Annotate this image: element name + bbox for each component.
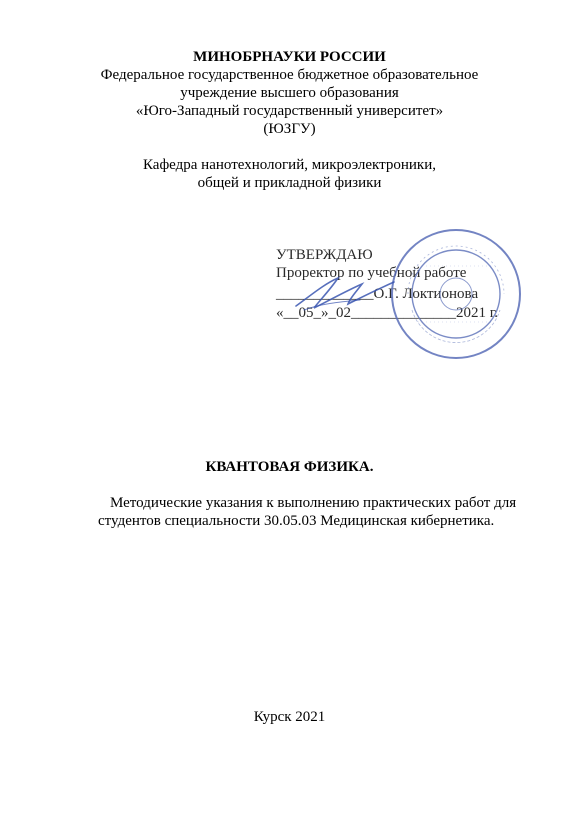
handwritten-signature	[290, 266, 400, 316]
institution-line-2: учреждение высшего образования	[180, 85, 399, 101]
official-stamp	[388, 226, 524, 362]
department-line-1: Кафедра нанотехнологий, микроэлектроники,	[143, 157, 436, 173]
ministry-heading: МИНОБРНАУКИ РОССИИ	[193, 49, 386, 65]
document-title: КВАНТОВАЯ ФИЗИКА.	[205, 459, 374, 475]
approval-position: Проректор по учебной работе	[276, 265, 467, 281]
city-year: Курск 2021	[253, 709, 326, 725]
university-abbreviation: (ЮЗГУ)	[263, 121, 316, 137]
approval-heading: УТВЕРЖДАЮ	[276, 247, 373, 263]
description-line-1: Методические указания к выполнению практических работ для	[110, 495, 517, 511]
institution-line-1: Федеральное государственное бюджетное образовательное	[100, 67, 479, 83]
approval-date-line: «__05_»_02______________2021 г.	[276, 305, 498, 321]
description-line-2: студентов специальности 30.05.03 Медицинская кибернетика.	[98, 513, 495, 529]
approval-signature-line: _____________О.Г. Локтионова	[276, 286, 479, 302]
department-line-2: общей и прикладной физики	[197, 175, 382, 191]
university-name: «Юго-Западный государственный университет»	[135, 103, 444, 119]
